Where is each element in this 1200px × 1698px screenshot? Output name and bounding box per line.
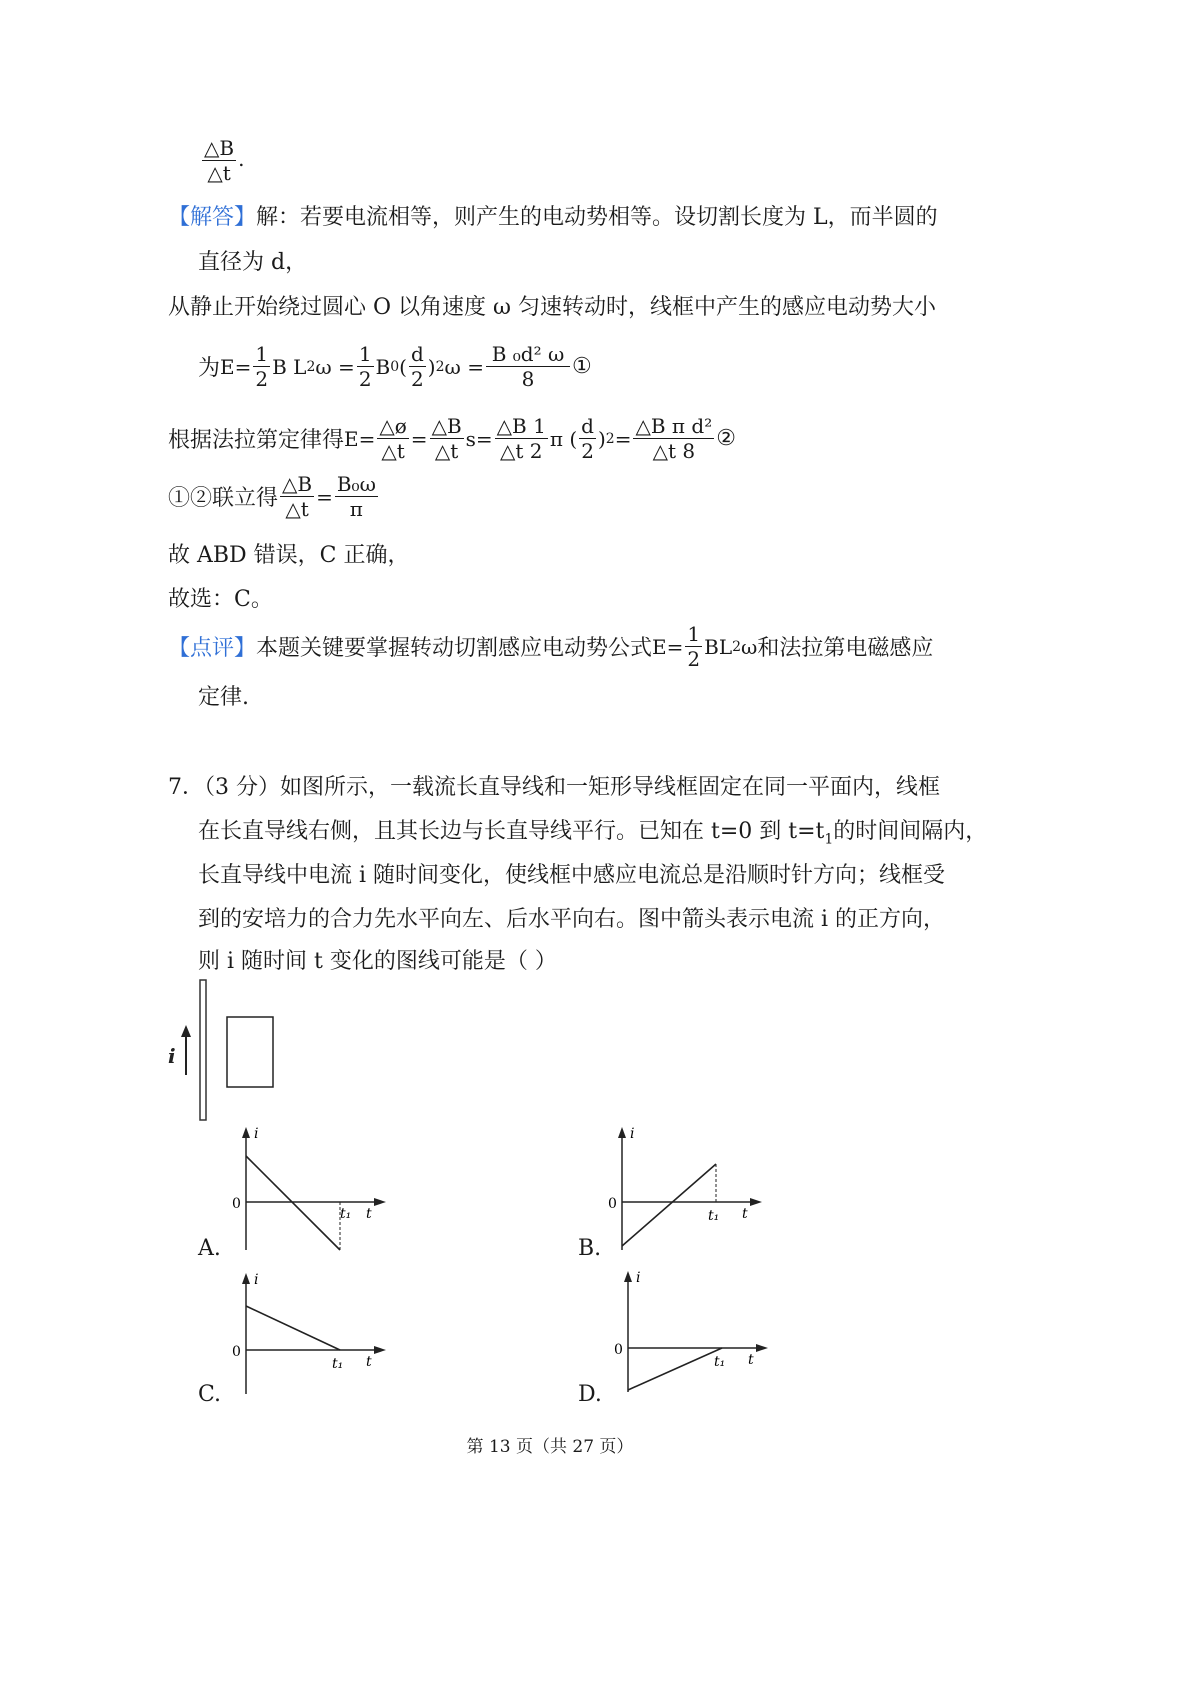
option-d-t: t [748, 1352, 754, 1368]
option-b-zero: 0 [608, 1196, 617, 1212]
frac-den: △t [207, 161, 231, 185]
option-c-i: i [254, 1272, 259, 1288]
option-c-zero: 0 [232, 1344, 241, 1360]
eq2-eq: = [410, 426, 428, 451]
question-line-2-text: 在长直导线右侧，且其长边与长直导线平行。已知在 t=0 到 t=t [198, 819, 825, 844]
eq1-f3-num: d [410, 342, 424, 366]
wire-loop-figure [160, 975, 290, 1125]
option-a-line [246, 1156, 340, 1250]
eq1-d: ) [427, 354, 436, 379]
option-d-graph [610, 1266, 780, 1396]
solution-line-1 [168, 200, 938, 231]
option-d-t1: t₁ [714, 1354, 726, 1370]
option-c-graph [228, 1268, 398, 1398]
eq2-f1-den: △t [381, 439, 405, 463]
eq1-c: ( [399, 354, 407, 379]
eq2-f4-num: d [581, 414, 594, 438]
option-a-zero: 0 [232, 1196, 241, 1212]
review-omega: ω [741, 634, 758, 659]
wire-label: i [168, 1044, 176, 1068]
rectangular-loop [227, 1017, 273, 1087]
review-tag: 【点评】 [168, 636, 257, 661]
review-fn: 1 [687, 622, 701, 646]
eq3-f1-den: △t [285, 497, 309, 521]
eq1-b: B [375, 354, 391, 379]
option-c-t: t [366, 1354, 372, 1370]
option-a-t: t [366, 1206, 372, 1222]
equation-1 [198, 342, 592, 391]
eq2-sup: 2 [605, 430, 615, 447]
eq2-pi: π ( [549, 426, 578, 451]
eq2-s: s= [465, 426, 493, 451]
top-fraction [200, 136, 244, 185]
option-b-i: i [630, 1126, 635, 1142]
eq2-f2-den: △t [434, 439, 459, 463]
eq1-f4-num: B ₀d² ω [486, 342, 570, 367]
question-line-2-sub: 1 [824, 831, 834, 848]
eq2-prefix: 根据法拉第定律得 [168, 428, 345, 453]
option-d-i: i [636, 1270, 641, 1286]
eq3-f2-num: B₀ω [336, 472, 376, 496]
eq1-f1-den: 2 [255, 367, 269, 391]
eq2-f3-den: △t 2 [500, 439, 543, 463]
review-rest: BL [704, 634, 733, 659]
option-c-line [246, 1306, 340, 1350]
eq1-f4-den: 8 [521, 367, 535, 391]
option-b-line [622, 1164, 716, 1246]
eq2-f2-num: △B [431, 414, 462, 438]
eq1-f1-num: 1 [255, 342, 269, 366]
eq1-sup: 2 [306, 358, 316, 375]
eq1-omega2: ω = [444, 354, 484, 379]
review-line-2: 定律. [198, 685, 249, 710]
solution-line-2: 直径为 d， [198, 250, 308, 275]
option-a-t1: t₁ [340, 1206, 352, 1222]
eq1-prefix: 为 [198, 356, 221, 381]
question-line-1: 7．（3 分）如图所示，一载流长直导线和一矩形导线框固定在同一平面内，线框 [168, 775, 940, 800]
solution-tag: 【解答】 [168, 205, 257, 230]
review-e: E= [652, 634, 684, 659]
eq2-circ: ② [716, 426, 736, 451]
current-arrow-head [181, 1025, 191, 1037]
equation-2 [168, 414, 736, 463]
eq1-f2-den: 2 [358, 367, 372, 391]
question-line-4: 到的安培力的合力先水平向左、后水平向右。图中箭头表示电流 i 的正方向， [198, 907, 946, 932]
eq1-sup2: 2 [435, 358, 445, 375]
equation-3 [168, 472, 380, 521]
question-line-2-tail: 的时间间隔内， [833, 819, 988, 844]
eq2-eq2: = [614, 426, 632, 451]
eq1-f2-num: 1 [358, 342, 372, 366]
option-b-graph [604, 1122, 774, 1262]
eq2-f5-num: △B π d² [635, 414, 713, 438]
review-text-after: 和法拉第电磁感应 [757, 636, 934, 661]
option-b-t1: t₁ [708, 1208, 720, 1224]
option-b-label[interactable]: B. [578, 1236, 602, 1261]
eq1-a: B L [272, 354, 307, 379]
solution-choice: 故选：C。 [168, 587, 273, 612]
eq1-circ: ① [571, 354, 592, 379]
option-d-zero: 0 [614, 1342, 623, 1358]
option-a-graph [228, 1122, 398, 1262]
page-footer: 第 13 页（共 27 页） [466, 1437, 634, 1457]
review-fd: 2 [687, 647, 701, 671]
eq1-omega: ω = [315, 354, 355, 379]
solution-line-3: 从静止开始绕过圆心 O 以角速度 ω 匀速转动时，线框中产生的感应电动势大小 [168, 295, 936, 320]
eq2-f4-den: 2 [581, 439, 594, 463]
eq2-e: E= [344, 426, 376, 451]
option-a-label[interactable]: A. [198, 1236, 221, 1261]
eq3-f1-num: △B [282, 472, 313, 496]
option-d-label[interactable]: D. [578, 1382, 602, 1407]
question-line-5: 则 i 随时间 t 变化的图线可能是（ ） [198, 949, 557, 974]
eq2-f3-num: △B 1 [496, 414, 546, 438]
review-text-before: 本题关键要掌握转动切割感应电动势公式 [256, 636, 653, 661]
eq2-f5-den: △t 8 [652, 439, 696, 463]
eq3-f2-den: π [349, 497, 363, 521]
review-sup: 2 [732, 638, 742, 655]
review-line-1 [168, 622, 933, 671]
solution-text-1: 解：若要电流相等，则产生的电动势相等。设切割长度为 L，而半圆的 [256, 205, 938, 230]
option-d-line [628, 1348, 722, 1390]
frac-tail: . [238, 147, 245, 171]
option-c-label[interactable]: C. [198, 1382, 222, 1407]
solution-abd: 故 ABD 错误，C 正确， [168, 543, 410, 568]
long-wire [200, 980, 206, 1120]
question-line-2 [198, 814, 987, 847]
eq2-close: ) [597, 426, 606, 451]
option-a-i: i [254, 1126, 259, 1142]
question-line-3: 长直导线中电流 i 随时间变化，使线框中感应电流总是沿顺时针方向；线框受 [198, 863, 946, 888]
frac-num: △B [204, 136, 235, 160]
eq2-f1-num: △ø [379, 414, 407, 438]
option-c-t1: t₁ [332, 1356, 344, 1372]
eq1-e: E= [220, 354, 252, 379]
option-b-t: t [742, 1206, 748, 1222]
eq3-prefix: ①②联立得 [168, 486, 279, 511]
eq3-eq: = [316, 484, 333, 509]
eq1-sub0: 0 [390, 358, 400, 375]
eq1-f3-den: 2 [411, 367, 424, 391]
